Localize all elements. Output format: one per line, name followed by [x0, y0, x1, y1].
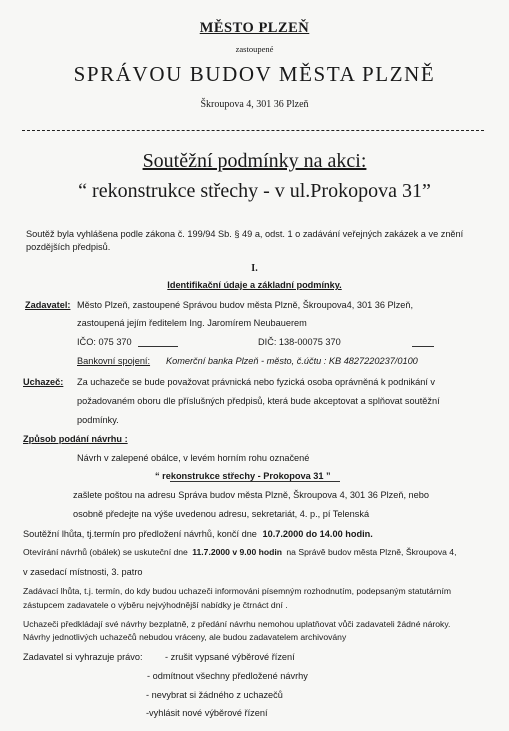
zpusob-line-2: zašlete poštou na adresu Správa budov města Plzně, Škroupova 4, 301 36 Plzeň, nebo	[73, 490, 429, 500]
zadavatel-line-1: Město Plzeň, zastoupené Správou budov města Plzně, Škroupova4, 301 36 Plzeň,	[77, 300, 414, 310]
zpusob-label: Způsob podání návrhu :	[23, 434, 128, 444]
opening-place: na Správě budov města Plzně, Škroupova 4,	[286, 547, 457, 557]
zadavaci-line-1: Zadávací lhůta, t.j. termín, do kdy budou uchazeči informováni písemným rozhodnutím, podepsaným statutárním	[23, 586, 451, 596]
bank-value: Komerční banka Plzeň - město, č.účtu : KB 4827220237/0100	[166, 356, 418, 366]
deadline-label: Soutěžní lhůta, tj.termín pro předložení návrhů, končí dne	[23, 529, 257, 539]
rights-item-3: - nevybrat si žádného z uchazečů	[146, 690, 283, 700]
zadavatel-line-2: zastoupená jejím ředitelem Ing. Jaromírem Neubauerem	[77, 318, 307, 328]
dic-value: DIČ: 138-00075 370	[258, 337, 341, 347]
uchazeci-line-1: Uchazeči předkládají své návrhy bezplatně, z předání návrhu nemohou uplatňovat vůči zadavateli žádné nároky.	[23, 619, 451, 629]
section-number: I.	[251, 263, 258, 274]
ico-value: IČO: 075 370	[77, 337, 132, 347]
city-heading: MĚSTO PLZEŇ	[199, 20, 310, 36]
zpusob-line-1: Návrh v zalepené obálce, v levém horním rohu označené	[77, 453, 310, 463]
uchazec-line-1: Za uchazeče se bude považovat právnická nebo fyzická osoba oprávněná k podnikání v	[77, 377, 436, 387]
uchazec-line-3: podmínky.	[77, 415, 119, 425]
rights-item-2: - odmítnout všechny předložené návrhy	[147, 671, 308, 681]
zadavatel-label: Zadavatel:	[25, 300, 71, 310]
rights-item-1: - zrušit vypsané výběrové řízení	[165, 652, 295, 662]
intro-line-1: Soutěž byla vyhlášena podle zákona č. 199/94 Sb. § 49 a, odst. 1 o zadávání veřejných zakázek a ve znění	[26, 229, 464, 239]
document-subtitle: “ rekonstrukce střechy - v ul.Prokopova 31”	[78, 180, 431, 202]
organization-heading: SPRÁVOU BUDOV MĚSTA PLZNĚ	[73, 62, 436, 86]
deadline-date: 10.7.2000 do 14.00 hodin.	[262, 529, 373, 539]
represented-by-text: zastoupené	[235, 44, 274, 54]
opening-text	[23, 547, 456, 557]
opening-room: v zasedací místnosti, 3. patro	[23, 567, 143, 577]
opening-label: Otevírání návrhů (obálek) se uskuteční dne	[23, 547, 188, 557]
zpusob-line-3: osobně předejte na výše uvedenou adresu, sekretariát, 4. p., pí Telenská	[73, 509, 370, 519]
document-title: Soutěžní podmínky na akci:	[142, 150, 367, 172]
deadline-text	[23, 529, 373, 539]
zadavaci-line-2: zástupcem zadavatele o výběru nejvýhodnější nabídky je čtrnáct dní .	[23, 600, 288, 610]
rights-item-4: -vyhlásit nové výběrové řízení	[146, 708, 268, 718]
envelope-marking-underline	[170, 481, 340, 482]
bank-label: Bankovní spojení:	[77, 356, 151, 366]
envelope-marking: “ rekonstrukce střechy - Prokopova 31 ”	[155, 471, 331, 481]
opening-date: 11.7.2000 v 9.00 hodin	[192, 547, 283, 557]
organization-address: Škroupova 4, 301 36 Plzeň	[200, 99, 309, 110]
uchazeci-line-2: Návrhy jednotlivých uchazečů nebudou vráceny, ale budou zadavatelem archivovány	[23, 632, 347, 642]
dic-underline	[412, 346, 434, 347]
header-divider	[22, 130, 484, 131]
section-heading: Identifikační údaje a základní podmínky.	[167, 280, 342, 290]
rights-intro: Zadavatel si vyhrazuje právo:	[23, 652, 143, 662]
uchazec-label: Uchazeč:	[23, 377, 64, 387]
ico-underline	[138, 346, 178, 347]
intro-line-2: pozdějších předpisů.	[26, 242, 111, 252]
uchazec-line-2: požadovaném oboru dle příslušných předpisů, která bude akceptovat a splňovat soutěžní	[77, 396, 440, 406]
